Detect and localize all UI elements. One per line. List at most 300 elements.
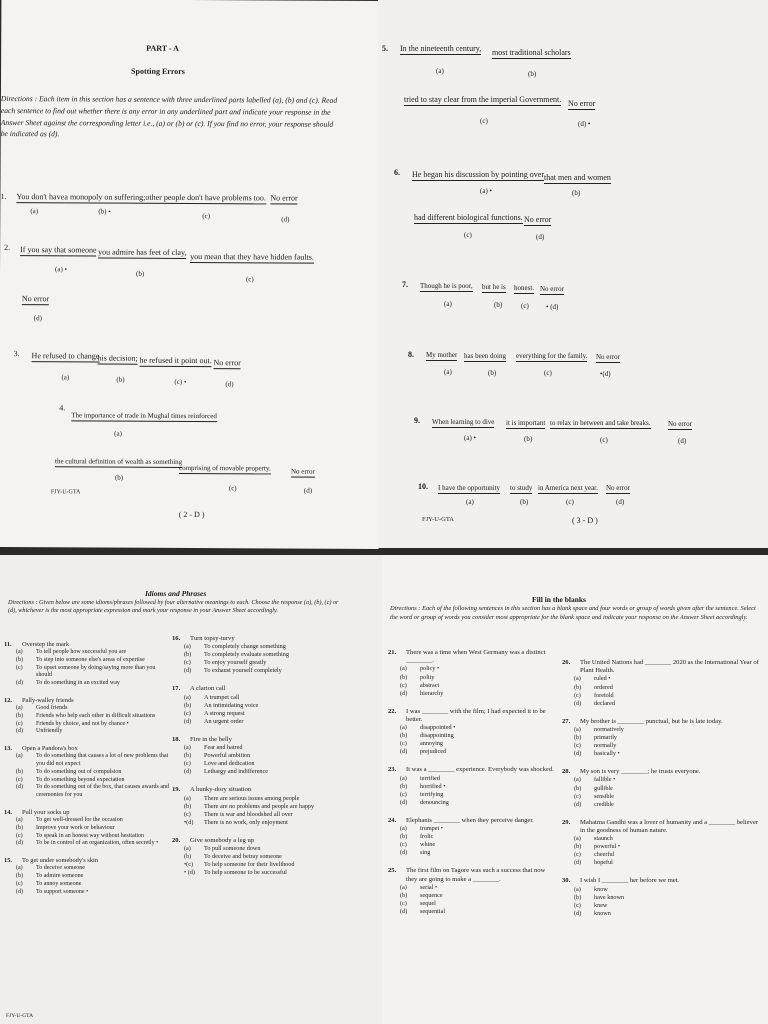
question-item — [172, 685, 350, 725]
option-text: sequel — [420, 900, 436, 907]
question-text: The United Nations had ________ 2020 as the International Year of Plant Health. — [580, 659, 759, 675]
option-label: (a) — [400, 883, 407, 891]
option-text: Lethargy and indifference — [204, 768, 269, 776]
answer-option — [4, 825, 170, 833]
option-label: (a) — [400, 825, 407, 833]
question-text: I wish I ________ her before we met. — [580, 877, 680, 885]
part-c: other people don't have problems too. — [145, 192, 266, 203]
question-number: 28. — [562, 768, 571, 776]
part-a: When learning to dive — [432, 418, 495, 426]
label-b: (b) — [494, 301, 503, 309]
answer-option — [4, 728, 170, 736]
answer-option — [562, 894, 762, 902]
part-b: most traditional scholars — [492, 48, 571, 57]
question-number: 14. — [4, 808, 12, 816]
part-a: He refused to change — [31, 351, 100, 361]
option-label: (d) — [16, 840, 23, 847]
option-text: ruled • — [594, 675, 611, 683]
question-number: 26. — [562, 659, 571, 666]
question-number: 25. — [388, 867, 397, 875]
directions-text: Directions : Each item in this section has a sentence with three underlined parts labelled (a), (b) and (c). Read each sentence to find out whether there is any error in any underlined part and indicate your response in the Answer Sheet against the corresponding letter i.e., (a) or (b) or (c). If you find no error, your response should be indicated as (d). — [0, 94, 338, 139]
answer-option — [562, 742, 762, 750]
answer-option — [388, 740, 558, 748]
answer-option — [172, 702, 350, 710]
option-label: (b) — [184, 752, 192, 760]
option-label: (c) — [574, 901, 581, 909]
label-d: (d) — [281, 215, 290, 224]
option-label: (b) — [574, 843, 582, 851]
answer-option — [388, 690, 558, 698]
option-label: (c) — [16, 776, 23, 783]
option-text: To admire someone — [36, 872, 84, 879]
option-text: There are no problems and people are happy — [204, 802, 315, 810]
paper-code: FJY-U-GTA — [50, 489, 81, 496]
option-text: sequence — [420, 891, 443, 899]
answer-option — [172, 795, 350, 803]
option-text: hopeful — [594, 859, 613, 867]
option-text: To do something out of the box, that causes awards and ceremonies for you — [36, 784, 170, 799]
label-a: (a) • — [464, 434, 476, 442]
part-c: everything for the family. — [516, 352, 588, 360]
question-number: 19. — [172, 786, 181, 794]
option-text: Improve your work or behaviour — [36, 824, 115, 831]
question-text: Pally-walley friends — [22, 696, 74, 704]
option-label: (d) — [184, 717, 192, 725]
option-label: (d) — [574, 800, 582, 808]
option-text: powerful • — [594, 843, 621, 851]
answer-option — [172, 811, 350, 819]
question-number: 13. — [4, 745, 12, 753]
question-number: 20. — [172, 836, 181, 844]
option-text: There is war and bloodshed all over — [204, 810, 293, 818]
option-text: declared — [594, 699, 615, 707]
label-a: (a) — [444, 368, 452, 376]
question-text: Pull your socks up — [22, 808, 70, 816]
option-label: (a) — [16, 816, 23, 823]
option-text: To completely change something — [204, 643, 286, 651]
part-b: to study — [510, 484, 533, 492]
option-label: (a) — [574, 725, 581, 733]
question-number: 12. — [4, 696, 12, 704]
answer-option — [4, 873, 170, 881]
label-c: (c) — [566, 498, 574, 506]
part-d: No error — [290, 467, 315, 476]
label-b: (b) — [520, 498, 529, 506]
option-text: abstract — [420, 681, 440, 689]
option-text: Friends by choice, and not by chance • — [36, 720, 129, 727]
question-text: Mahatma Gandhi was a lover of humanity and a ________ believer in the goodness of human nature. — [580, 818, 758, 834]
option-text: To do something in an excited way — [36, 680, 120, 687]
option-text: To deceive and betray someone — [204, 853, 282, 861]
option-label: (b) — [574, 784, 582, 792]
question-item — [172, 736, 350, 776]
option-label: (b) — [16, 872, 23, 879]
option-text: An urgent order — [204, 717, 244, 725]
option-label: (c) — [16, 832, 23, 839]
option-text: Good friends — [36, 704, 68, 711]
option-label: (d) — [184, 667, 192, 675]
label-c: (c) — [480, 117, 488, 125]
question-number: 24. — [388, 816, 397, 824]
answer-option — [562, 843, 762, 851]
part-d: No error — [606, 484, 630, 492]
answer-option — [172, 803, 350, 811]
answer-option — [388, 791, 558, 799]
option-text: To help someone to be successful — [204, 869, 287, 877]
answer-option — [388, 841, 558, 849]
question-item — [4, 641, 170, 688]
part-b: the cultural definition of wealth as something — [54, 457, 183, 466]
answer-option — [4, 784, 170, 800]
question-item — [562, 659, 762, 708]
label-b: (b) — [572, 189, 581, 197]
question-text: I was ________ with the film; I had expected it to be better. — [406, 707, 546, 723]
question-item — [562, 768, 762, 808]
answer-option — [4, 680, 170, 688]
option-label: (c) — [184, 709, 191, 717]
label-c: (c) • — [174, 377, 187, 386]
answer-option — [562, 793, 762, 801]
answer-option — [562, 692, 762, 700]
option-label: (d) — [184, 768, 192, 776]
option-text: hierarchy — [420, 689, 444, 697]
page-number: ( 3 - D ) — [572, 516, 598, 525]
label-c: (c) — [245, 275, 254, 284]
answer-option — [172, 869, 350, 877]
option-label: (d) — [574, 699, 582, 707]
label-a: (a) — [61, 373, 70, 382]
answer-option — [172, 853, 350, 861]
answer-option — [562, 734, 762, 742]
part-c: he refused it point out. — [139, 355, 212, 366]
option-text: Powerful ambition — [204, 752, 251, 760]
option-label: (b) — [574, 893, 582, 901]
label-b: (b) — [114, 473, 124, 482]
question-number: 10. — [418, 482, 428, 491]
option-label: (d) — [16, 888, 23, 895]
question-number: 11. — [4, 641, 12, 648]
question-item — [388, 817, 558, 857]
question-number: 27. — [562, 717, 571, 725]
option-text: serial • — [420, 883, 438, 891]
option-text: prejudiced — [420, 748, 447, 756]
part-d: No error — [568, 99, 596, 108]
option-text: primarily — [594, 734, 618, 742]
question-number: 4. — [59, 403, 66, 413]
part-d: No error — [540, 285, 564, 293]
option-label: (b) — [184, 651, 192, 659]
answer-option — [388, 682, 558, 690]
question-text: My brother is ________ punctual, but he is late today. — [580, 717, 723, 725]
option-text: terrified — [420, 774, 440, 782]
option-text: credible — [594, 800, 614, 808]
part-d: No error — [21, 294, 50, 304]
part-b: his decision; — [97, 353, 138, 363]
answer-option — [388, 825, 558, 833]
section-heading: Fill in the blanks — [532, 595, 586, 604]
option-text: policy • — [420, 665, 440, 673]
option-label: (c) — [574, 851, 581, 859]
option-label: (b) — [16, 656, 23, 663]
answer-option — [4, 840, 170, 848]
part-a: In the nineteenth century, — [400, 44, 482, 53]
answer-option — [388, 833, 558, 841]
question-number: 1. — [0, 192, 7, 202]
option-text: disappointed • — [420, 724, 456, 732]
option-label: •(c) — [184, 861, 194, 869]
option-label: (c) — [400, 681, 407, 689]
part-a: My mother — [426, 351, 458, 359]
option-label: • (d) — [184, 869, 195, 877]
option-text: To do something beyond expectation — [36, 776, 125, 783]
answer-option — [4, 665, 170, 681]
option-label: (b) — [16, 768, 23, 775]
answer-option — [172, 744, 350, 752]
option-text: A trumpet call — [204, 693, 240, 701]
question-text: To get under somebody's skin — [22, 857, 98, 865]
answer-option — [388, 665, 558, 673]
question-item — [388, 766, 558, 806]
option-text: To get well-dressed for the occasion — [36, 816, 123, 823]
label-b: (b) — [116, 375, 125, 384]
option-label: (b) — [184, 853, 192, 861]
answer-option — [172, 710, 350, 718]
question-item — [562, 877, 762, 917]
option-label: (c) — [400, 841, 407, 849]
option-text: To annoy someone — [36, 880, 82, 887]
option-text: foretold — [594, 691, 614, 699]
question-text: Fire in the belly — [190, 735, 232, 743]
option-label: (b) — [400, 891, 408, 899]
label-b: (b) — [528, 70, 537, 78]
answer-option — [388, 799, 558, 807]
part-d: No error — [524, 215, 552, 224]
option-text: frolic — [420, 833, 434, 841]
answer-option — [172, 845, 350, 853]
option-text: To support someone • — [36, 888, 89, 895]
option-text: To completely evaluate something — [204, 651, 289, 659]
label-a: (a) • — [55, 265, 68, 274]
option-label: (d) — [16, 680, 23, 687]
option-label: (d) — [400, 908, 408, 916]
option-text: Unfriendly — [36, 728, 63, 735]
section-heading: Spotting Errors — [131, 66, 185, 76]
option-label: (a) — [16, 649, 23, 655]
option-text: Fear and hatred — [204, 744, 243, 752]
question-item — [388, 867, 558, 916]
answer-option — [4, 713, 170, 721]
option-label: (a) — [184, 643, 191, 651]
option-label: (a) — [574, 776, 581, 784]
option-label: (b) — [400, 833, 408, 841]
answer-option — [388, 884, 558, 892]
question-number: 6. — [394, 168, 400, 177]
idioms-column-left — [4, 641, 170, 905]
question-text: It was a ________ experience. Everybody was shocked. — [406, 766, 554, 774]
label-a: (a) — [436, 67, 444, 75]
option-label: (a) — [184, 845, 191, 853]
question-item — [4, 809, 170, 848]
part-d: No error — [596, 353, 620, 361]
label-b: (b) — [488, 369, 497, 377]
option-text: whine — [420, 841, 436, 849]
option-label: (b) — [400, 732, 408, 740]
option-text: disappointing — [420, 732, 454, 740]
answer-option — [562, 801, 762, 809]
answer-option — [4, 657, 170, 665]
answer-option — [172, 752, 350, 760]
option-label: (d) — [574, 859, 582, 867]
answer-option — [388, 849, 558, 857]
option-label: (a) — [574, 675, 581, 683]
part-c: in America next year. — [538, 484, 598, 492]
option-text: Love and dedication — [204, 760, 255, 768]
label-d: (d) — [225, 380, 234, 389]
question-number: 17. — [172, 685, 181, 693]
fill-column-left — [388, 649, 558, 926]
paper-code: FJY-U-GTA — [6, 1013, 34, 1019]
answer-option — [562, 684, 762, 692]
label-a: (a) — [114, 429, 122, 438]
question-number: 23. — [388, 766, 397, 774]
label-c: (c) — [521, 302, 529, 310]
answer-option — [172, 718, 350, 726]
option-text: There are serious issues among people — [204, 794, 300, 802]
question-item — [4, 857, 170, 896]
option-label: (a) — [16, 865, 23, 872]
option-label: (b) — [16, 712, 23, 719]
option-label: (d) — [16, 784, 23, 791]
option-label: (c) — [574, 691, 581, 699]
option-label: (b) — [400, 673, 408, 681]
question-number: 5. — [382, 44, 388, 53]
part-a: If you say that someone — [20, 245, 97, 255]
part-a: Though he is poor, — [420, 282, 473, 290]
option-label: (c) — [574, 742, 581, 750]
option-text: basically • — [594, 750, 620, 758]
label-c: (c) — [544, 369, 552, 377]
option-label: (a) — [400, 665, 407, 673]
label-c: (c) — [600, 436, 608, 444]
answer-option — [562, 700, 762, 708]
label-d: (d) — [33, 314, 42, 323]
option-label: (a) — [574, 835, 581, 843]
question-item — [172, 837, 350, 877]
question-number: 30. — [562, 877, 571, 885]
question-text: A clarion call — [190, 685, 226, 693]
option-label: (d) — [400, 748, 408, 756]
page-2-sheet — [0, 0, 381, 549]
answer-option — [388, 724, 558, 732]
answer-option — [4, 769, 170, 777]
question-number: 8. — [408, 350, 414, 359]
question-number: 18. — [172, 735, 181, 743]
part-heading: PART - A — [146, 43, 179, 53]
option-label: (c) — [400, 900, 407, 907]
part-c: tried to stay clear from the imperial Government. — [404, 95, 562, 104]
option-text: To tell people how successful you are — [36, 649, 127, 655]
part-d: No error — [668, 420, 692, 428]
answer-option — [388, 783, 558, 791]
answer-option — [172, 667, 350, 675]
label-b: (b) — [135, 269, 145, 278]
part-c: had different biological functions. — [414, 213, 523, 222]
option-label: (c) — [184, 659, 191, 667]
question-text: Elephants ________ when they perceive danger. — [406, 816, 534, 824]
option-label: (d) — [400, 849, 408, 857]
page-3-sheet — [378, 0, 768, 548]
option-text: To help someone for their livelihood — [204, 861, 295, 869]
question-number: 2. — [4, 243, 11, 253]
label-c: (c) — [464, 231, 472, 239]
option-text: To exhaust yourself completely — [204, 667, 282, 675]
option-label: (a) — [184, 794, 191, 802]
option-text: To pull someone down — [204, 845, 261, 853]
answer-option — [388, 900, 558, 908]
answer-option — [388, 674, 558, 682]
option-label: (b) — [574, 734, 582, 742]
answer-option — [562, 785, 762, 793]
option-label: (d) — [574, 750, 582, 758]
answer-option — [388, 748, 558, 756]
part-d: No error — [270, 193, 298, 203]
option-label: (c) — [400, 740, 407, 748]
option-text: terrifying — [420, 790, 444, 798]
option-text: known — [594, 909, 611, 917]
answer-option — [172, 651, 350, 659]
answer-option — [562, 776, 762, 784]
option-text: cheerful — [594, 851, 615, 859]
answer-option — [172, 819, 350, 827]
answer-option — [4, 753, 170, 769]
answer-option — [562, 851, 762, 859]
option-label: (c) — [16, 664, 23, 671]
option-label: (d) — [574, 909, 582, 917]
part-a: The importance of trade in Mughal times reinforced — [71, 411, 217, 421]
option-label: (d) — [16, 728, 23, 735]
answer-option — [562, 910, 762, 918]
label-b: (b) — [524, 435, 533, 443]
question-text: Give somebody a leg up — [190, 836, 255, 844]
option-text: A strong request — [204, 709, 245, 717]
option-label: (c) — [184, 810, 191, 818]
option-text: horrified • — [420, 782, 446, 790]
part-b: that men and women — [544, 173, 611, 182]
fill-blanks-sheet — [382, 555, 768, 1024]
directions-text: Directions : Given below are some idioms/phrases followed by four alternative meanings to each. Choose the response (a), (b), (c) or (d), whichever is the most appropriate expression and mark your response in your Answer Sheet accordingly. — [8, 599, 339, 615]
answer-option — [562, 902, 762, 910]
label-d: (d) — [536, 233, 545, 241]
option-label: (a) — [574, 885, 581, 893]
option-text: knew — [594, 901, 608, 909]
question-item — [562, 819, 762, 868]
question-text: Overstep the mark — [22, 641, 70, 648]
option-text: have known — [594, 893, 625, 901]
option-text: staunch — [594, 835, 613, 843]
option-text: sing — [420, 849, 431, 857]
option-text: To speak in an honest way without hesitation — [36, 832, 145, 839]
answer-option — [4, 881, 170, 889]
option-label: (d) — [400, 689, 408, 697]
option-text: ordered — [594, 683, 613, 691]
label-d: (d) — [616, 498, 625, 506]
label-d: • (d) — [546, 303, 559, 311]
option-text: annoying — [420, 740, 444, 748]
question-item — [172, 786, 350, 826]
option-text: denouncing — [420, 798, 449, 806]
answer-option — [562, 886, 762, 894]
option-text: To do something out of compulsion — [36, 768, 122, 775]
